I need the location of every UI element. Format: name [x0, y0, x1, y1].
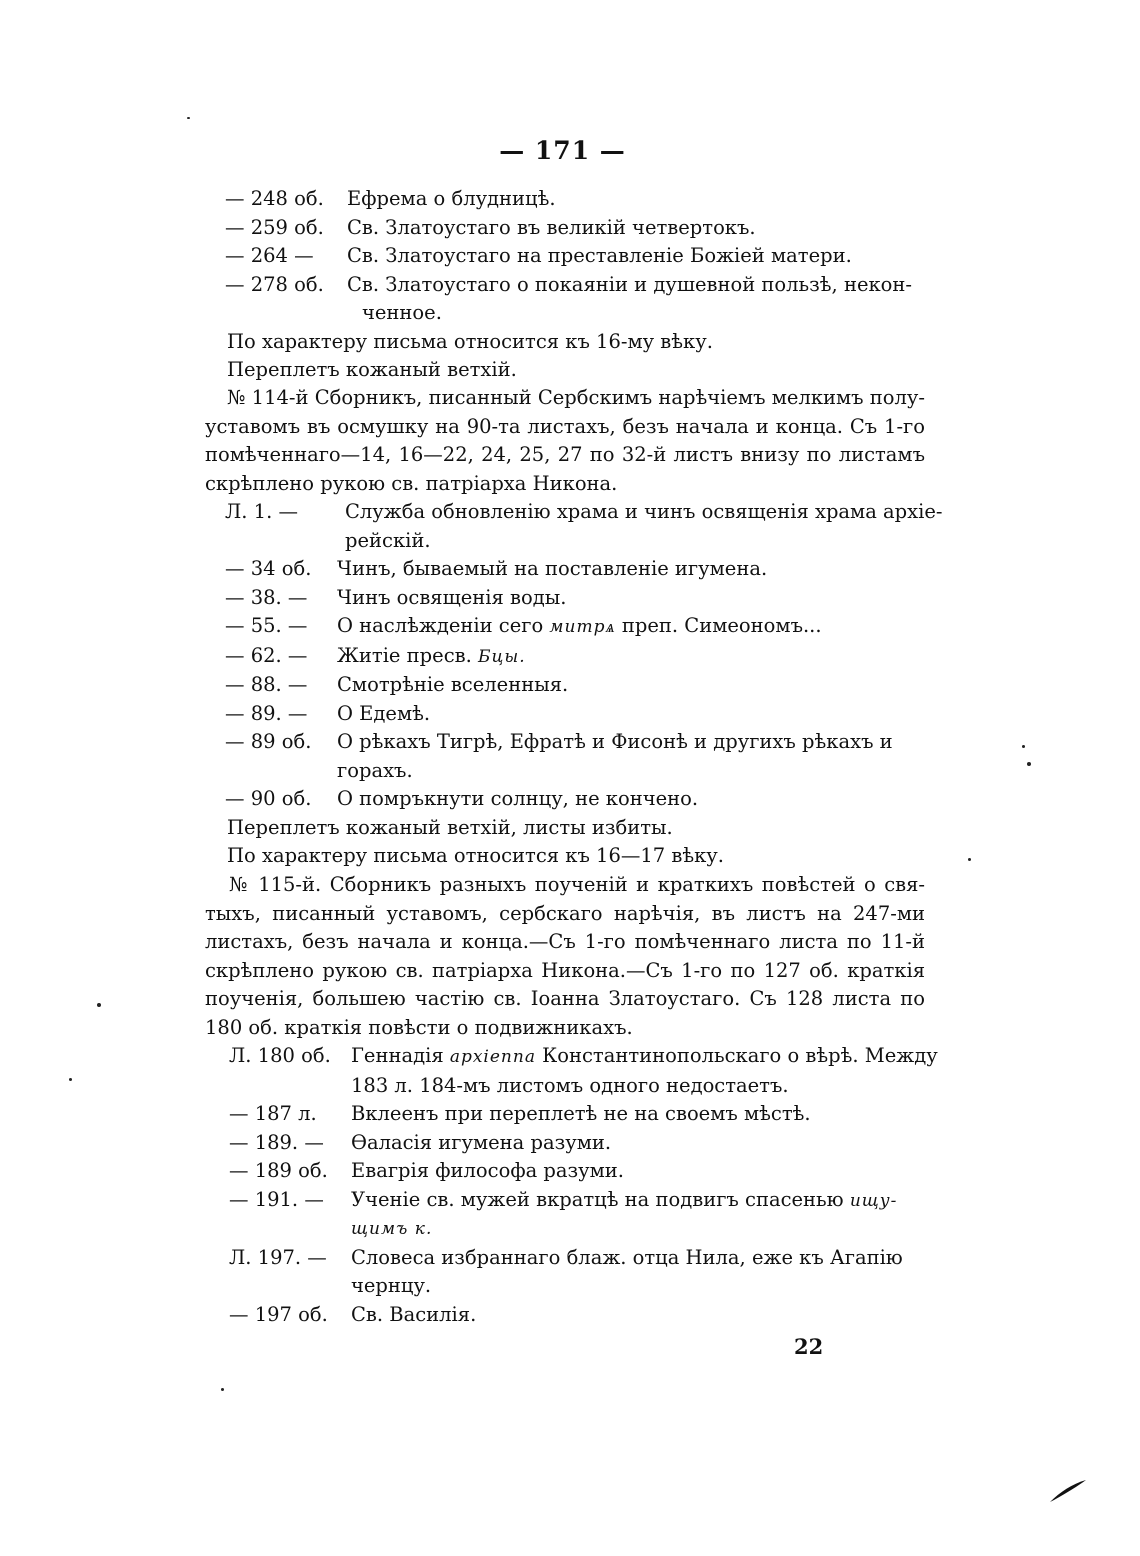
heading-line: уставомъ въ осмушку на 90-та листахъ, безъ начала и конца. Съ 1-го: [205, 414, 925, 438]
block-manuscript-115: [205, 871, 938, 1329]
heading-line: листахъ, безъ начала и конца.—Съ 1-го помѣченнаго листа по 11-й: [205, 930, 925, 953]
heading-line: скрѣплено рукою св. патріарха Никона.—Съ 1-го по 127 об. краткія: [205, 958, 925, 982]
entry-lead: — 248 об.: [225, 187, 324, 210]
heading-line: скрѣплено рукою св. патріарха Никона.: [205, 471, 618, 495]
entry-text: Евагрія философа разуми.: [351, 1159, 624, 1182]
entry-continuation: горахъ.: [337, 758, 413, 782]
entry-text: Ученіе св. мужей вкратцѣ на подвигъ спасенью: [351, 1187, 844, 1211]
heading-line: поученія, большею частію св. Іоанна Златоустаго. Съ 128 листа по: [205, 987, 925, 1010]
entry-text: О помръкнути солнцу, не кончено.: [337, 787, 699, 810]
entry-lead: — 197 об.: [229, 1302, 328, 1326]
entry-text: О рѣкахъ Тигрѣ, Ефратѣ и Фисонѣ и другихъ рѣкахъ и: [337, 730, 893, 753]
scan-speck: [97, 1003, 101, 1007]
heading-line: 180 об. краткія повѣсти о подвижникахъ.: [205, 1015, 633, 1039]
slavonic-abbreviation: митрѧ: [549, 617, 616, 637]
entry-lead: — 187 л.: [229, 1102, 317, 1125]
entry-lead: — 89. —: [225, 701, 308, 725]
entry-264: [225, 242, 925, 271]
heading-114: [205, 384, 925, 498]
entry-34: [225, 555, 925, 584]
entry-lead: — 38. —: [225, 585, 308, 609]
entry-text-after: Константинопольскаго о вѣрѣ. Между: [542, 1044, 938, 1067]
entry-continuation: рейскій.: [345, 528, 431, 552]
slavonic-abbreviation: ищу-: [849, 1190, 898, 1211]
entry-text: Св. Златоустаго въ великій четвертокъ.: [347, 215, 756, 239]
entry-lead: — 34 об.: [225, 557, 312, 580]
note-script-dating: По характеру письма относится къ 16-му вѣку.: [227, 329, 713, 353]
entry-187: [229, 1100, 925, 1129]
pen-stroke-icon: [1048, 1478, 1088, 1504]
entry-text: Геннадія: [351, 1044, 444, 1067]
entry-continuation: щимъ к.: [351, 1219, 433, 1239]
entry-189: [229, 1129, 925, 1158]
entry-lead: — 189. —: [229, 1130, 324, 1154]
entry-text: О наслѣжденіи сего: [337, 614, 544, 637]
entry-text-after: преп. Симеономъ...: [621, 614, 822, 637]
entry-lead: — 189 об.: [229, 1159, 328, 1182]
entry-lead: — 90 об.: [225, 787, 312, 810]
scan-speck: [1027, 762, 1031, 766]
entry-88: [225, 671, 925, 700]
entry-90-ob: [225, 785, 925, 814]
note-script-dating: По характеру письма относится къ 16—17 вѣку.: [227, 844, 724, 867]
entry-text: Св. Златоустаго о покаяніи и душевной пользѣ, некон-: [347, 272, 913, 296]
entry-191: [229, 1186, 925, 1244]
heading-line: тыхъ, писанный уставомъ, сербскаго нарѣчія, въ листъ на 247-ми: [205, 901, 925, 925]
entry-text: Служба обновленію храма и чинъ освященія храма архіе-: [345, 500, 943, 523]
block-manuscript-114: [205, 384, 943, 871]
entry-text: Св. Златоустаго на преставленіе Божіей матери.: [347, 244, 852, 267]
entry-text: Св. Василія.: [351, 1302, 477, 1326]
entry-continuation: ченное.: [362, 301, 442, 324]
page-number-header: — 171 —: [499, 136, 626, 165]
scan-speck: [69, 1078, 72, 1081]
entry-189-ob: [229, 1157, 925, 1186]
entry-text: Вклеенъ при переплетѣ не на своемъ мѣстѣ.: [351, 1102, 811, 1125]
entry-248: [225, 185, 925, 214]
entry-lead: — 55. —: [225, 614, 308, 637]
entry-lead: — 259 об.: [225, 215, 324, 239]
entry-lead: — 88. —: [225, 673, 308, 696]
entry-l197: [229, 1244, 925, 1301]
entry-text: Ѳаласія игумена разуми.: [351, 1130, 612, 1154]
slavonic-abbreviation: архіеппа: [449, 1047, 536, 1067]
scan-speck: [221, 1388, 224, 1391]
entry-text: Чинъ освященія воды.: [337, 585, 567, 609]
entry-lead: — 264 —: [225, 244, 314, 267]
entry-text: О Едемѣ.: [337, 701, 431, 725]
entry-lead: Л. 197. —: [229, 1245, 327, 1269]
entry-lead: Л. 1. —: [225, 500, 298, 523]
entry-62: [225, 642, 925, 672]
scan-speck: [187, 117, 190, 119]
note-binding: Переплетъ кожаный ветхій.: [227, 358, 517, 381]
heading-115: [205, 871, 925, 1042]
entry-text: Ефрема о блудницѣ.: [347, 187, 556, 210]
entry-text: Словеса избраннаго блаж. отца Нила, еже къ Агапію: [351, 1245, 903, 1269]
block-continuation: [205, 185, 925, 385]
entry-89: [225, 700, 925, 729]
scan-speck: [968, 858, 971, 861]
entry-text: Житіе пресв.: [337, 643, 472, 667]
entry-55: [225, 612, 925, 642]
entry-continuation: чернцу.: [351, 1274, 432, 1297]
entry-continuation: 183 л. 184-мъ листомъ одного недостаетъ.: [351, 1073, 789, 1097]
entry-lead: — 191. —: [229, 1187, 324, 1211]
entry-259: [225, 214, 925, 243]
entry-lead: — 89 об.: [225, 730, 312, 753]
entry-l180: [229, 1042, 938, 1100]
entry-197-ob: [229, 1301, 925, 1330]
entry-lead: Л. 180 об.: [229, 1044, 331, 1067]
entry-38: [225, 584, 925, 613]
note-binding: Переплетъ кожаный ветхій, листы избиты.: [227, 815, 673, 839]
entry-text: Смотрѣніе вселенныя.: [337, 673, 569, 696]
signature-mark: 22: [794, 1334, 824, 1359]
scan-speck: [1022, 745, 1025, 748]
heading-line: № 114-й Сборникъ, писанный Сербскимъ нарѣчіемъ мелкимъ полу-: [227, 386, 925, 409]
heading-line: помѣченнаго—14, 16—22, 24, 25, 27 по 32-й листъ внизу по листамъ: [205, 443, 925, 466]
entry-lead: — 62. —: [225, 643, 308, 667]
entry-278: [225, 271, 925, 328]
slavonic-abbreviation: Бцы.: [478, 646, 526, 667]
entry-89-ob: [225, 728, 925, 785]
heading-line: № 115-й. Сборникъ разныхъ поученій и краткихъ повѣстей о свя-: [229, 873, 925, 896]
entry-lead: — 278 об.: [225, 272, 324, 296]
entry-l1: [225, 498, 943, 555]
entry-text: Чинъ, бываемый на поставленіе игумена.: [337, 557, 768, 580]
